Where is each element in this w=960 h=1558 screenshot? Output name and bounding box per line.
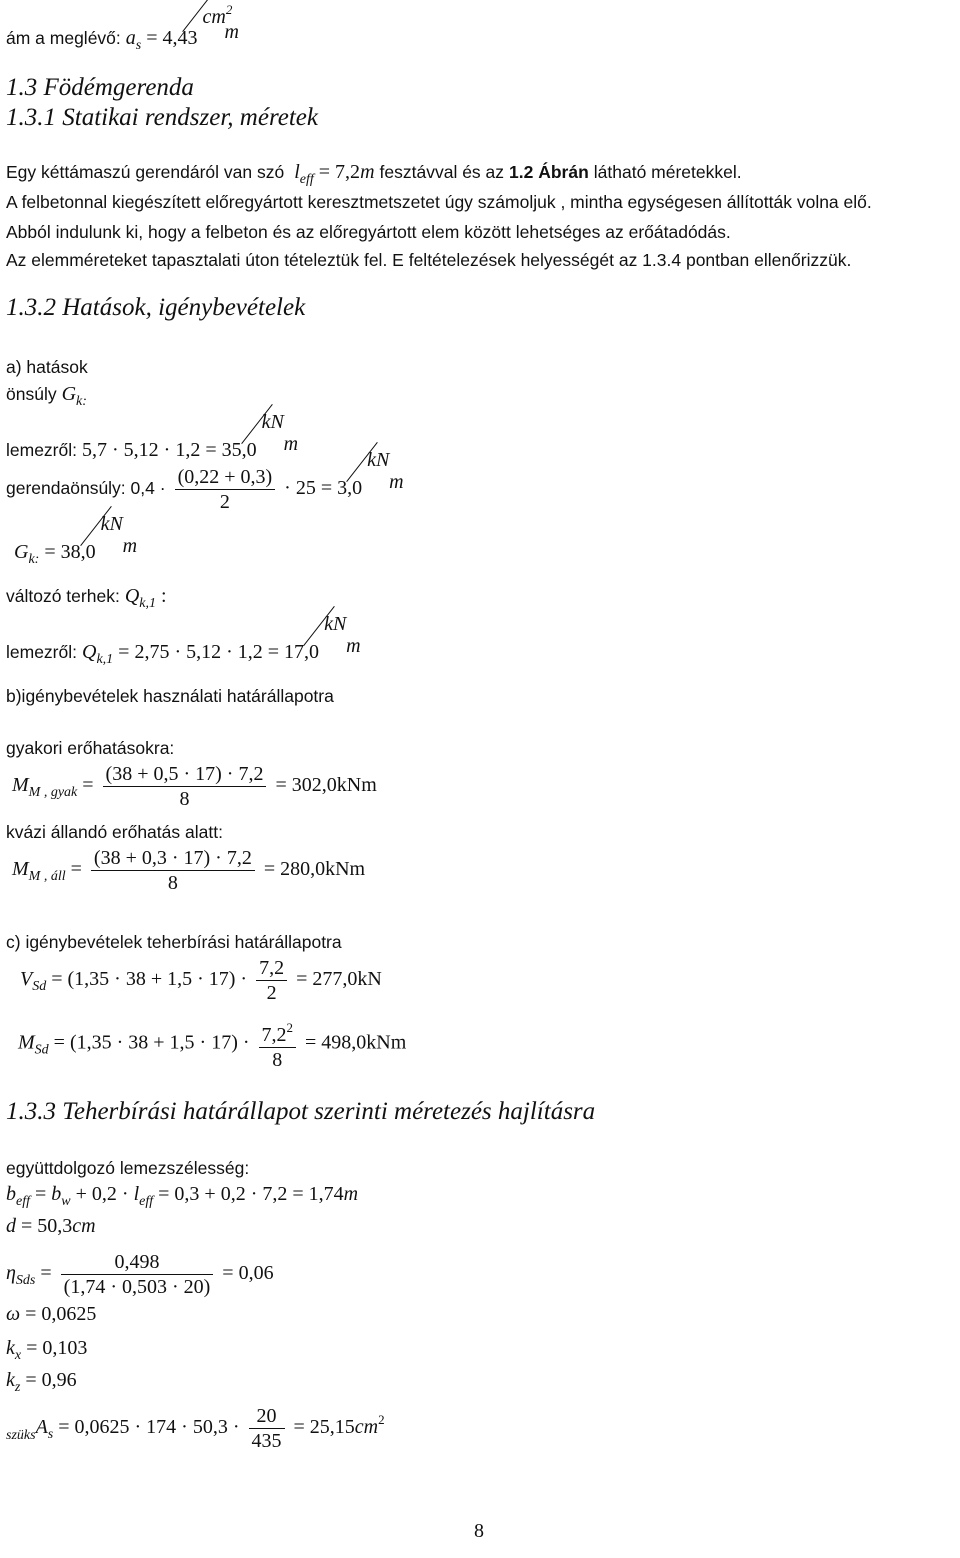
beff-formula: $b_{eff} = b_w + 0,2 \cdot l_{eff} = 0,3 + 0,2 \cdot 7,2 = 1,74m$ [6, 1183, 359, 1209]
gk-total-formula: $G_{k:} = 38,0$ kN m [14, 522, 147, 572]
heading-1-3-1: 1.3.1 Statikai rendszer, méretek [6, 104, 318, 131]
heading-1-3-2: 1.3.2 Hatások, igénybevételek [6, 294, 306, 321]
paragraph-span: Egy kéttámaszú gerendáról van szó $l_{eff} = 7,2m$ fesztávval és az 1.2 Ábrán látható méretekkel. [6, 161, 742, 187]
heading-1-3: 1.3 Födémgerenda [6, 74, 194, 101]
self-weight-label: önsúly $G_{k:}$ [6, 383, 87, 409]
msd-formula: $M_{Sd} = (1,35 \cdot 38 + 1,5 \cdot 17)$ · $\frac{7,2^2}{8}$ = 498,0kNm [18, 1020, 407, 1071]
as-required-formula: $_{szüks}A_s = 0,0625 \cdot 174 \cdot 50,3$ · $\frac{20}{435}$ = $25,15cm^2$ [6, 1405, 385, 1452]
existing-reinforcement-line: ám a meglévő: $a_s = 4,43$ $cm^2$ m [6, 8, 249, 58]
d-formula: d = 50,3cm [6, 1215, 96, 1237]
paragraph-4: Az elemméreteket tapasztalati úton tételeztük fel. E feltételezések helyességét az 1.3.4 pontban ellenőrizzük. [6, 250, 852, 270]
m-frequent-formula: $M_{M , gyak}$ = $\frac{(38 + 0,5 \cdot 17) \cdot 7,2}{8}$ = 302,0kNm [12, 763, 377, 810]
vsd-formula: $V_{Sd} = (1,35 \cdot 38 + 1,5 \cdot 17)$ · $\frac{7,2}{2}$ = 277,0kN [20, 957, 382, 1004]
paragraph-2: A felbetonnal kiegészített előregyártott keresztmetszetet úgy számoljuk , mintha egységesen állították volna elő. [6, 192, 872, 212]
section-c-label: c) igénybevételek teherbírási határállapotra [6, 932, 342, 952]
variable-load-label: változó terhek: $Q_{k,1}$ : [6, 585, 167, 611]
page-number: 8 [474, 1520, 484, 1542]
m-quasi-formula: $M_{M , áll}$ = $\frac{(38 + 0,3 \cdot 17) \cdot 7,2}{8}$ = 280,0kNm [12, 847, 366, 894]
slab-load-formula: lemezről: 5,7 · 5,12 · 1,2 = 35,0 kN m [6, 420, 308, 462]
section-b-label: b)igénybevételek használati határállapotra [6, 686, 334, 706]
frequent-label: gyakori erőhatásokra: [6, 738, 175, 758]
section-a-label: a) hatások [6, 357, 88, 377]
qk-formula: lemezről: $Q_{k,1} = 2,75 \cdot 5,12 \cdot 1,2 = 17,0$ kN m [6, 622, 370, 672]
eta-formula: $\eta_{Sds}$ = $\frac{0,498}{(1,74 \cdot 0,503 \cdot 20)}$ = 0,06 [6, 1251, 274, 1298]
paragraph-3: Abból indulunk ki, hogy a felbeton és az előregyártott elem között lehetséges az erőátadódás. [6, 222, 731, 242]
omega-formula: ω = 0,0625 [6, 1303, 97, 1325]
kx-formula: $k_x = 0,103$ [6, 1337, 88, 1363]
heading-1-3-3: 1.3.3 Teherbírási határállapot szerinti méretezés hajlításra [6, 1098, 596, 1125]
effective-width-label: együttdolgozó lemezszélesség: [6, 1158, 250, 1178]
kz-formula: $k_z = 0,96$ [6, 1369, 77, 1395]
beam-self-weight-formula: gerendaönsúly: 0,4 · $\frac{(0,22 + 0,3)}{2}$ · 25 = 3,0 kN m [6, 458, 413, 514]
quasi-permanent-label: kvázi állandó erőhatás alatt: [6, 822, 223, 842]
